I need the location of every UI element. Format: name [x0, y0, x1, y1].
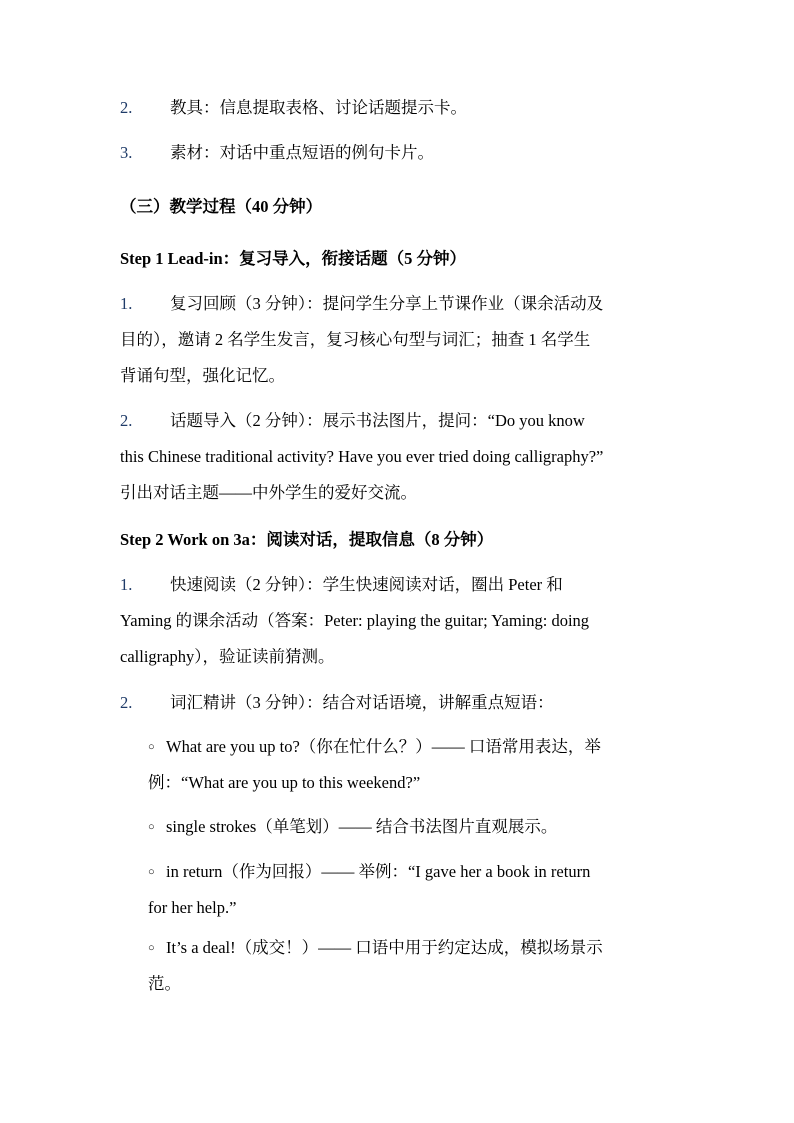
step2-item-1: [120, 567, 672, 675]
paragraph-line: ○ It’s a deal!（成交！）—— 口语中用于约定达成，模拟场景示: [148, 930, 672, 966]
list-text: 教具：信息提取表格、讨论话题提示卡。: [170, 98, 467, 117]
list-number: 2.: [120, 693, 133, 712]
bullet-item: [148, 930, 672, 1002]
bullet-item: [148, 854, 672, 926]
materials-item-2: [120, 90, 672, 126]
paragraph-line: ○ What are you up to?（你在忙什么？）—— 口语常用表达，举: [148, 729, 672, 765]
paragraph-line: ○ single strokes（单笔划）—— 结合书法图片直观展示。: [148, 809, 672, 845]
list-number: 2.: [120, 98, 133, 117]
paragraph-line: 例：“What are you up to this weekend?”: [148, 773, 421, 792]
bullet-circle-icon: ○: [148, 741, 155, 753]
paragraph-line: 目的），邀请 2 名学生发言，复习核心句型与词汇；抽查 1 名学生: [120, 330, 591, 349]
step1-heading: Step 1 Lead-in：复习导入，衔接话题（5 分钟）: [120, 249, 467, 268]
step1-item-1: [120, 286, 672, 394]
list-number: 1.: [120, 575, 133, 594]
bullet-circle-icon: ○: [148, 942, 155, 954]
list-number: 3.: [120, 143, 133, 162]
list-text: 素材：对话中重点短语的例句卡片。: [170, 143, 434, 162]
bullet-circle-icon: ○: [148, 866, 155, 878]
paragraph-line: 范。: [148, 974, 181, 993]
paragraph-line: for her help.”: [148, 898, 237, 917]
paragraph-line: ○ in return（作为回报）—— 举例：“I gave her a book in return: [148, 854, 672, 890]
paragraph-line: this Chinese traditional activity? Have you ever tried doing calligraphy?”: [120, 447, 604, 466]
paragraph-line: 1. 快速阅读（2 分钟）：学生快速阅读对话，圈出 Peter 和: [120, 567, 672, 603]
paragraph-line: Yaming 的课余活动（答案：Peter: playing the guitar; Yaming: doing: [120, 611, 590, 630]
bullet-circle-icon: ○: [148, 821, 155, 833]
step1-item-2: [120, 403, 672, 511]
bullet-item: [148, 729, 672, 801]
materials-item-3: [120, 135, 672, 171]
paragraph-line: 1. 复习回顾（3 分钟）：提问学生分享上节课作业（课余活动及: [120, 286, 672, 322]
paragraph-line: 背诵句型，强化记忆。: [120, 366, 285, 385]
list-number: 2.: [120, 411, 133, 430]
step2-heading: Step 2 Work on 3a：阅读对话，提取信息（8 分钟）: [120, 530, 494, 549]
paragraph-line: 2. 话题导入（2 分钟）：展示书法图片，提问：“Do you know: [120, 403, 672, 439]
step2-item-2: [120, 685, 672, 721]
section-heading: （三）教学过程（40 分钟）: [120, 197, 323, 216]
paragraph-line: calligraphy），验证读前猜测。: [120, 647, 335, 666]
paragraph-line: 引出对话主题——中外学生的爱好交流。: [120, 483, 417, 502]
paragraph-line: 2. 词汇精讲（3 分钟）：结合对话语境，讲解重点短语：: [120, 685, 672, 721]
bullet-item: [148, 809, 672, 845]
list-number: 1.: [120, 294, 133, 313]
